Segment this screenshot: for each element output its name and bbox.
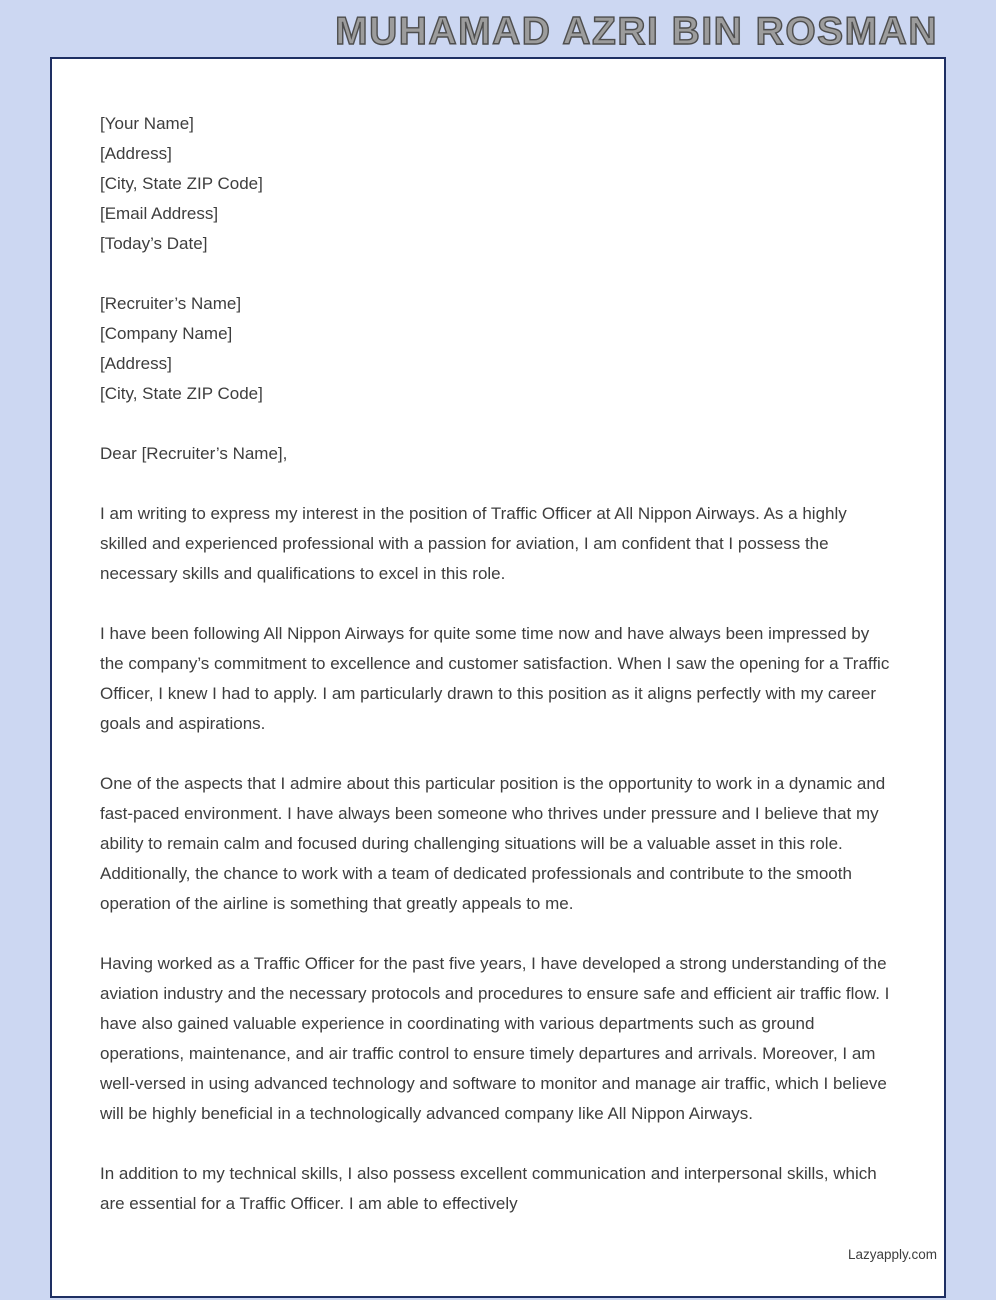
sender-line: [Email Address] bbox=[100, 204, 219, 223]
paragraph: I am writing to express my interest in the position of Traffic Officer at All Nippon Airways. As a highly skilled and experienced professional with a passion for aviation, I am confident that I possess the necessary skills and qualifications to excel in this role. bbox=[100, 504, 847, 583]
sender-line: [Your Name] bbox=[100, 114, 194, 133]
page-title: MUHAMAD AZRI BIN ROSMAN bbox=[335, 10, 938, 53]
paragraph: Having worked as a Traffic Officer for the past five years, I have developed a strong understanding of the aviation industry and the necessary protocols and procedures to ensure safe and efficient air traffic flow. I have also gained valuable experience in coordinating with various departments such as ground operations, maintenance, and air traffic control to ensure timely departures and arrivals. Moreover, I am well-versed in using advanced technology and software to monitor and manage air traffic, which I believe will be highly beneficial in a technologically advanced company like All Nippon Airways. bbox=[100, 954, 890, 1123]
watermark: Lazyapply.com bbox=[847, 1247, 937, 1262]
letter-sheet bbox=[50, 57, 946, 1298]
sender-line: [Address] bbox=[100, 144, 172, 163]
paragraph: In addition to my technical skills, I also possess excellent communication and interpersonal skills, which are essential for a Traffic Officer. I am able to effectively bbox=[100, 1164, 877, 1213]
paragraph: One of the aspects that I admire about this particular position is the opportunity to work in a dynamic and fast-paced environment. I have always been someone who thrives under pressure and I believe that my ability to remain calm and focused during challenging situations will be a valuable asset in this role. Additionally, the chance to work with a team of dedicated professionals and contribute to the smooth operation of the airline is something that greatly appeals to me. bbox=[100, 774, 886, 913]
paragraph: I have been following All Nippon Airways for quite some time now and have always been impressed by the company’s commitment to excellence and customer satisfaction. When I saw the opening for a Traffic Officer, I knew I had to apply. I am particularly drawn to this position as it aligns perfectly with my career goals and aspirations. bbox=[100, 624, 890, 733]
salutation: Dear [Recruiter’s Name], bbox=[100, 444, 288, 463]
letter-body bbox=[100, 109, 892, 1219]
sender-line: [Today’s Date] bbox=[100, 234, 208, 253]
recipient-line: [City, State ZIP Code] bbox=[100, 384, 263, 403]
sender-address-block bbox=[100, 109, 892, 259]
recipient-line: [Address] bbox=[100, 354, 172, 373]
recipient-line: [Recruiter’s Name] bbox=[100, 294, 242, 313]
recipient-line: [Company Name] bbox=[100, 324, 233, 343]
sender-line: [City, State ZIP Code] bbox=[100, 174, 263, 193]
recipient-address-block bbox=[100, 289, 892, 409]
